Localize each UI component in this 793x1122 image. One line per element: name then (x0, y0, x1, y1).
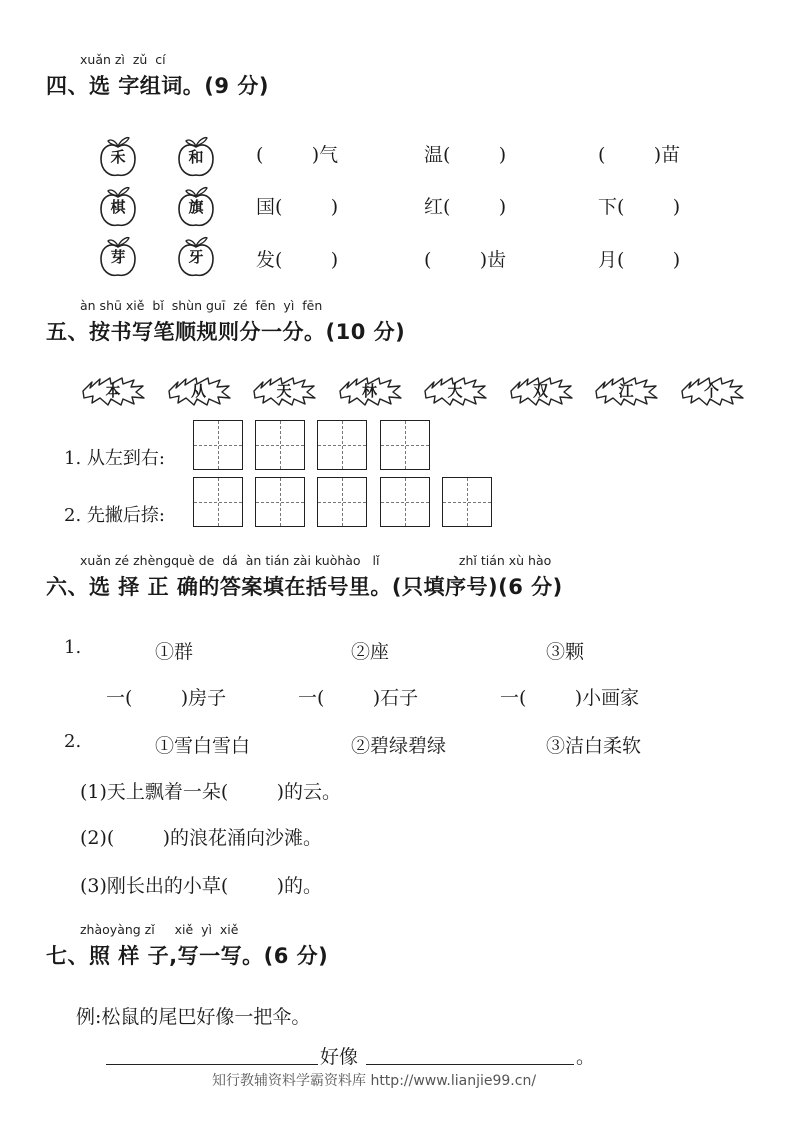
s4-r1-c2: 温( ) (424, 144, 507, 166)
leaf-character: 从 (190, 382, 206, 400)
q2-option-1: ①雪白雪白 (155, 735, 251, 757)
apple-character: 和 (188, 148, 204, 166)
section5-pinyin: àn shū xiě bǐ shùn guī zé fēn yì fēn (80, 298, 323, 313)
q2-option-2: ②碧绿碧绿 (351, 735, 447, 757)
s4-r2-c2: 红( ) (424, 196, 507, 218)
leaf-char-badge (679, 374, 745, 408)
writing-grid-box[interactable] (193, 477, 243, 527)
leaf-character: 个 (703, 382, 719, 400)
writing-grid-box[interactable] (380, 477, 430, 527)
writing-grid-box[interactable] (255, 477, 305, 527)
s4-r3-c3: 月( ) (598, 249, 681, 271)
s4-r2-c3: 下( ) (598, 196, 681, 218)
leaf-char-badge (593, 374, 659, 408)
writing-grid-box[interactable] (193, 420, 243, 470)
leaf-char-badge (80, 374, 146, 408)
q1-option-3: ③颗 (546, 641, 585, 663)
q2-item-3: (3)刚长出的小草( )的。 (80, 875, 323, 897)
leaf-character: 本 (105, 382, 121, 400)
line1-label: 1. 从左到右: (64, 448, 165, 469)
example-sentence: 例:松鼠的尾巴好像一把伞。 (76, 1006, 311, 1028)
apple-character: 牙 (188, 248, 204, 266)
section6-pinyin: xuǎn zé zhèngquè de dá àn tián zài kuòhào lǐ zhǐ tián xù hào (80, 553, 552, 568)
section7-title: 七、照 样 子,写一写。(6 分) (46, 944, 329, 968)
writing-grid-box[interactable] (317, 420, 367, 470)
s4-r1-c3: ( )苗 (598, 144, 681, 166)
apple-icon (98, 234, 138, 278)
leaf-char-badge (251, 374, 317, 408)
apple-icon (98, 134, 138, 178)
q2-option-3: ③洁白柔软 (546, 735, 642, 757)
s4-r2-c1: 国( ) (256, 196, 339, 218)
footer-watermark: 知行教辅资料学霸资料库 http://www.lianjie99.cn/ (212, 1073, 537, 1089)
apple-icon (98, 184, 138, 228)
section6-title: 六、选 择 正 确的答案填在括号里。(只填序号)(6 分) (46, 575, 563, 599)
leaf-char-badge (508, 374, 574, 408)
apple-icon (176, 234, 216, 278)
q1-option-1: ①群 (155, 641, 194, 663)
q1-blank-3: 一( )小画家 (500, 687, 640, 709)
q1-option-2: ②座 (351, 641, 390, 663)
section4-pinyin: xuǎn zì zǔ cí (80, 52, 166, 67)
leaf-char-badge (166, 374, 232, 408)
s4-r1-c1: ( )气 (256, 144, 339, 166)
answer-underline-1[interactable] (106, 1064, 318, 1065)
writing-grid-box[interactable] (317, 477, 367, 527)
q1-number: 1. (64, 637, 82, 658)
middle-word: 好像 (320, 1046, 359, 1068)
answer-underline-2[interactable] (366, 1064, 574, 1065)
writing-grid-box[interactable] (442, 477, 492, 527)
leaf-character: 天 (276, 382, 292, 400)
q2-item-2: (2)( )的浪花涌向沙滩。 (80, 827, 323, 849)
section5-title: 五、按书写笔顺规则分一分。(10 分) (46, 320, 406, 344)
leaf-character: 林 (361, 382, 377, 400)
apple-character: 芽 (110, 248, 126, 266)
leaf-character: 江 (618, 382, 634, 400)
q1-blank-1: 一( )房子 (106, 687, 227, 709)
apple-character: 棋 (110, 198, 126, 216)
writing-grid-box[interactable] (255, 420, 305, 470)
apple-icon (176, 134, 216, 178)
s4-r3-c2: ( )齿 (424, 249, 507, 271)
apple-icon (176, 184, 216, 228)
q2-number: 2. (64, 731, 82, 752)
leaf-char-badge (337, 374, 403, 408)
leaf-char-badge (422, 374, 488, 408)
s4-r3-c1: 发( ) (256, 249, 339, 271)
section4-title: 四、选 字组词。(9 分) (46, 74, 269, 98)
leaf-character: 双 (532, 382, 548, 400)
line2-label: 2. 先撇后捺: (64, 505, 165, 526)
q2-item-1: (1)天上飘着一朵( )的云。 (80, 781, 342, 803)
q1-blank-2: 一( )石子 (298, 687, 419, 709)
apple-character: 旗 (188, 198, 204, 216)
writing-grid-box[interactable] (380, 420, 430, 470)
leaf-character: 大 (447, 382, 463, 400)
section7-pinyin: zhàoyàng zǐ xiě yì xiě (80, 922, 239, 937)
end-period: 。 (576, 1046, 596, 1068)
apple-character: 禾 (110, 148, 126, 166)
